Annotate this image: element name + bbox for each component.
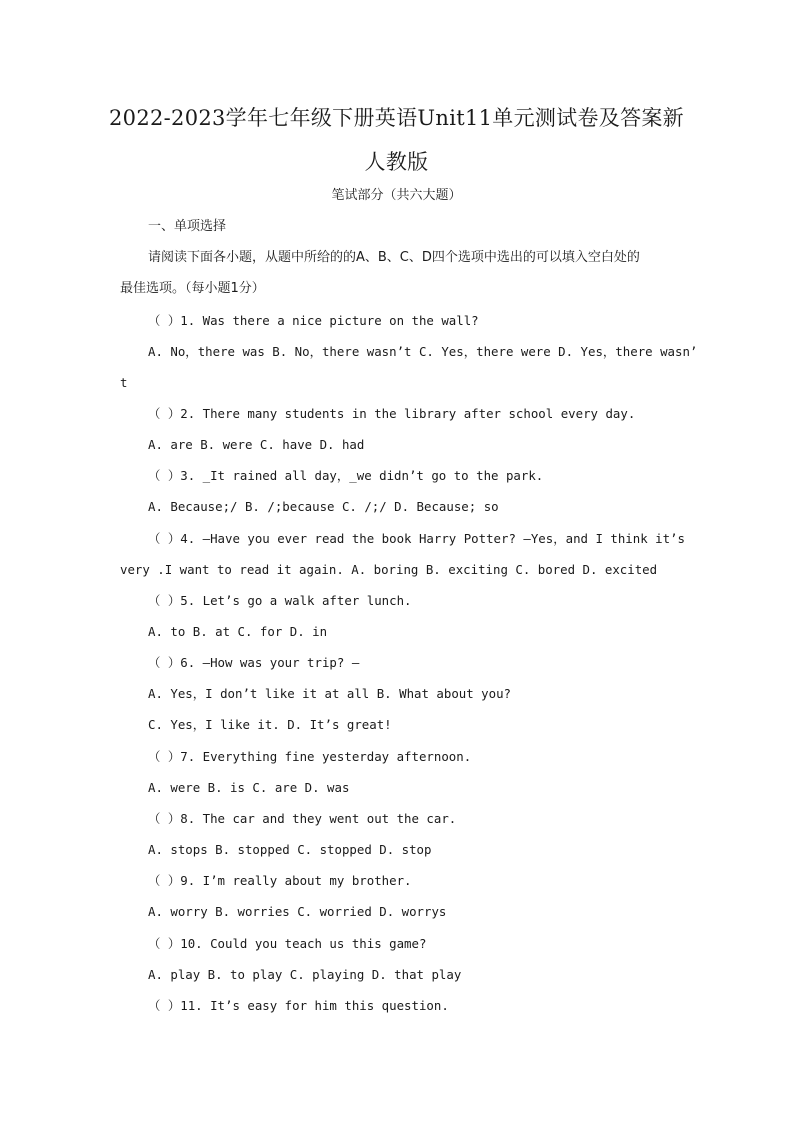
question-9: （ ）9. I’m really about my brother.: [148, 873, 412, 888]
question-6: （ ）6. —How was your trip? —: [148, 655, 360, 670]
question-2: （ ）2. There many students in the library after school every day.: [148, 406, 636, 421]
question-7-options: A. were B. is C. are D. was: [148, 780, 350, 795]
question-5: （ ）5. Let’s go a walk after lunch.: [148, 593, 412, 608]
question-5-options: A. to B. at C. for D. in: [148, 624, 328, 639]
section-heading: 一、单项选择: [148, 219, 227, 234]
question-6-options-c-d: C. Yes，I like it. D. It’s great!: [148, 717, 392, 732]
instructions-line-1: 请阅读下面各小题，从题中所给的的A、B、C、D四个选项中选出的可以填入空白处的: [148, 250, 640, 265]
question-1: （ ）1. Was there a nice picture on the wall?: [148, 313, 479, 328]
document-subtitle: 笔试部分（共六大题）: [331, 188, 462, 203]
document-title-line-2: 人教版: [364, 150, 429, 174]
question-8: （ ）8. The car and they went out the car.: [148, 811, 457, 826]
question-2-options: A. are B. were C. have D. had: [148, 437, 365, 452]
question-11: （ ）11. It’s easy for him this question.: [148, 998, 449, 1013]
question-6-options-a-b: A. Yes，I don’t like it at all B. What about you?: [148, 686, 512, 701]
question-10-options: A. play B. to play C. playing D. that play: [148, 967, 462, 982]
question-4: （ ）4. —Have you ever read the book Harry Potter? —Yes，and I think it’s: [148, 531, 685, 546]
question-3: （ ）3. _It rained all day，_we didn’t go to the park.: [148, 468, 544, 483]
question-1-options: A. No，there was B. No，there wasn’t C. Yes，there were D. Yes，there wasn’: [148, 344, 698, 359]
question-1-options-cont: t: [120, 375, 128, 390]
question-7: （ ）7. Everything fine yesterday afternoon.: [148, 749, 472, 764]
question-8-options: A. stops B. stopped C. stopped D. stop: [148, 842, 432, 857]
document-title-line-1: 2022-2023学年七年级下册英语Unit11单元测试卷及答案新: [109, 106, 684, 130]
question-10: （ ）10. Could you teach us this game?: [148, 936, 427, 951]
question-4-options: very .I want to read it again. A. boring B. exciting C. bored D. excited: [120, 562, 658, 577]
question-3-options: A. Because;/ B. /;because C. /;/ D. Because; so: [148, 499, 499, 514]
instructions-line-2: 最佳选项。（每小题1分）: [120, 281, 265, 296]
question-9-options: A. worry B. worries C. worried D. worrys: [148, 904, 447, 919]
